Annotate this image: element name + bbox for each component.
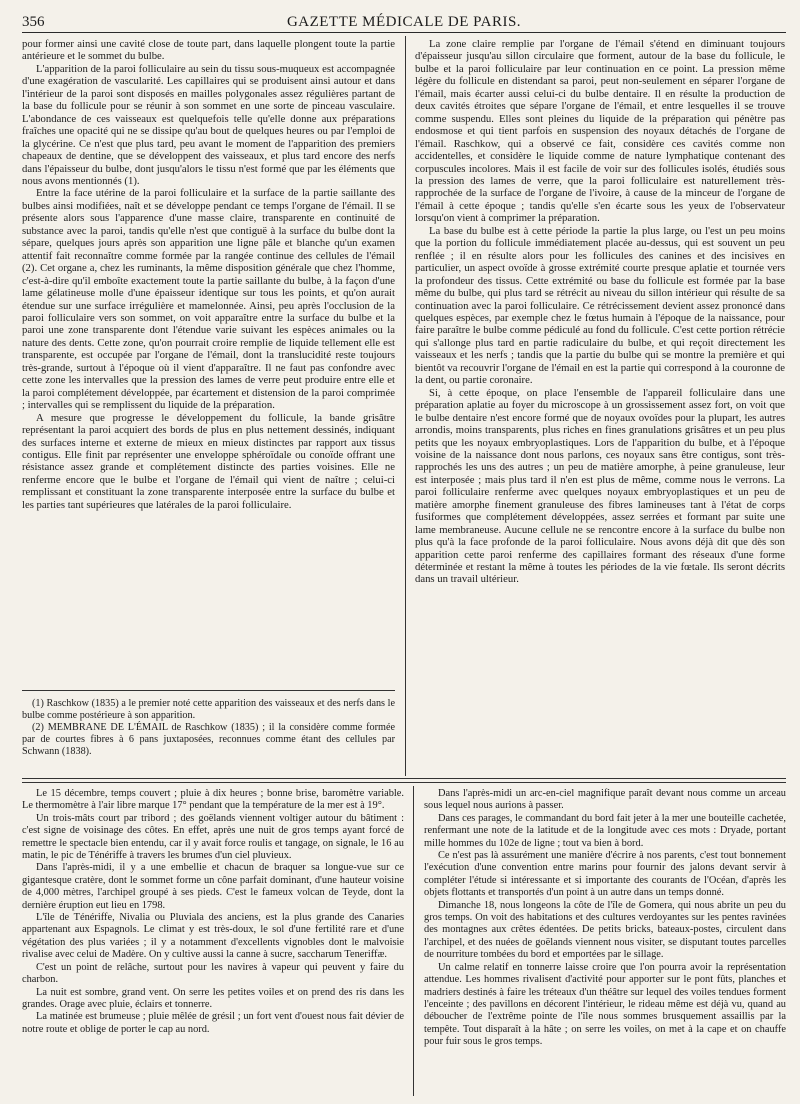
feuilleton-column-left	[22, 788, 404, 1098]
paragraph: C'est un point de relâche, surtout pour les navires à vapeur qui peuvent y faire du charbon.	[22, 961, 404, 986]
paragraph: Ce n'est pas là assurément une manière d'écrire à nos parents, c'est tout bonnement l'exécution d'une convention entre marins pour fournir des jalons devant servir à compléter l'étude si intéressante et si importante des courants de l'Océan, d'après les objets flottants et transportés d'un point à un autre dans un temps donné.	[424, 850, 786, 899]
paragraph: La zone claire remplie par l'organe de l'émail s'étend en diminuant toujours d'épaisseur jusqu'au sillon circulaire que forment, autour de la base du follicule, le bulbe et la paroi folliculaire par leur continuation en ce point. La pression même légère du follicule en distendant sa paroi, peut non-seulement en séparer l'organe de l'émail, mais écarter aussi celui-ci du bulbe dentaire. Il en résulte la production de deux cavités étroites que sépare l'organe de l'émail, et entre lesquelles il se trouve comme suspendu. Elles sont pleines du liquide de la préparation qui pénètre pas endosmose et qui tient parfois en suspension des noyaux détachés de l'organe de l'émail. Raschkow, qui a observé ce fait, considère ces cavités comme non accidentelles, et considère le liquide comme de nature lymphatique contenant des corpuscules incolores. Mais il est facile de voir sur des follicules isolés, étudiés sous la pression des lames de verre, que la paroi folliculaire est naturellement très-rapprochée de la surface de l'organe de l'ivoire, à cause de la minceur de l'organe de l'émail à cette époque ; tandis qu'elle s'en écarte sous les yeux de l'observateur lorsqu'on vient à comprimer la préparation.	[415, 38, 785, 225]
paragraph: L'apparition de la paroi folliculaire au sein du tissu sous-muqueux est accompagnée d'une exagération de vascularité. Les capillaires qui se produisent ainsi autour et dans l'intérieur de la paroi sont disposés en mailles polygonales assez régulières partant de la base du follicule pour se réunir à son sommet en une sorte de pinceau vasculaire. L'abondance de ces vaisseaux est quelquefois telle qu'elle donne aux préparations fraîches une opacité qui ne se dissipe qu'au bout de quelques heures ou par l'emploi de la glycérine. Ce n'est que plus tard, peu avant le moment de l'apparition des premiers chapeaux de dentine, que se développent des vaisseaux, et plus tard encore des nerfs dans l'épaisseur du bulbe, dont jusqu'alors le tissu n'est formé que par les éléments que nous avons mentionnés (1).	[22, 62, 395, 187]
article-column-right	[415, 38, 785, 772]
paragraph: Un trois-mâts court par tribord ; des goëlands viennent voltiger autour du bâtiment : c'est signe de voisinage des côtes. En effet, après une nuit de gros temps ayant forcé de remettre le spectacle bien entendu, car il y avait force roulis et tangage, on signale, le 16 au matin, le pic de Ténériffe à travers les brumes d'un ciel pluvieux.	[22, 812, 404, 862]
footnote: (1) Raschkow (1835) a le premier noté cette apparition des vaisseaux et des nerfs dans le bulbe comme postérieure à son apparition.	[22, 698, 395, 721]
paragraph: Le 15 décembre, temps couvert ; pluie à dix heures ; bonne brise, baromètre variable. Le thermomètre à l'air libre marque 17° pendant que la température de la mer est à 19°.	[22, 788, 404, 812]
paragraph: Dimanche 18, nous longeons la côte de l'île de Gomera, qui nous abrite un peu du gros temps. On voit des habitations et des cultures verdoyantes sur les pentes ravinées des montagnes aux crêtes édentées. De petits bricks, bateaux-postes, circulent dans l'archipel, et des nuées de goëlands viennent nous visiter, se disputant toutes parcelles de nourriture tombées du bord et emportées par le sillage.	[424, 899, 786, 961]
paragraph: Si, à cette époque, on place l'ensemble de l'appareil folliculaire dans une préparation aplatie au foyer du microscope à un grossissement assez fort, on voit que le bulbe dentaire n'est encore formé que de noyaux ovoïdes pour la plupart, les autres arrondis, moins transparents, plus riches en fines granulations grisâtres et un peu plus petits que les noyaux embryoplastiques. Lors de l'apparition du bulbe, et à l'époque voisine de la naissance dont nous parlons, ces noyaux sans être contigus, sont très-rapprochés les uns des autres ; un peu de matière amorphe, à peine granuleuse, leur est interposée ; mais plus tard il n'en est plus de même, comme nous le verrons. La paroi folliculaire renferme avec quelques noyaux embryoplastiques et un peu de matière amorphe finement granuleuse des fibres lamineuses tant à l'état de corps fusiformes que complétement développées, assez serrées et formant par suite une lame membraneuse. Aucune cellule ne se rencontre encore à la surface du bulbe non plus qu'à la face profonde de la paroi folliculaire. Nous avons déjà dit que dès son apparition cette paroi renferme des capillaires formant des réseaux d'une forme déterminée et restant la même à toutes les périodes de la vie fœtale. Ils seront décrits dans un travail ultérieur.	[415, 386, 785, 586]
column-divider-bottom	[413, 786, 414, 1096]
paragraph: La nuit est sombre, grand vent. On serre les petites voiles et on prend des ris dans les grandes. Orage avec pluie, éclairs et tonnerre.	[22, 986, 404, 1010]
paragraph: Un calme relatif en tonnerre laisse croire que l'on pourra avoir la représentation attendue. Les hommes rivalisent d'activité pour apporter sur le pont fûts, planches et madriers destinés à faire les tréteaux d'un théâtre sur lequel des voiles tendues forment l'enceinte ; des pavillons en décorent l'intérieur, le rideau même est déjà vu, quand au déboucher de l'extrême pointe de l'île nous sommes brusquement assaillis par la tempête. Tout disparaît à la hâte ; on serre les voiles, on met à la cape et on chauffe pour fuir sous le gros temps.	[424, 961, 786, 1048]
paragraph: Dans ces parages, le commandant du bord fait jeter à la mer une bouteille cachetée, renfermant une note de la latitude et de la longitude avec ces mots : Dryade, portant mille hommes du 102e de ligne ; tout va bien à bord.	[424, 812, 786, 849]
footnote: (2) MEMBRANE DE L'ÉMAIL de Raschkow (1835) ; il la considère comme formée par de courtes fibres à 6 pans juxtaposées, reconnues comme étant des cellules par Schwann (1838).	[22, 721, 395, 757]
page-number: 356	[22, 14, 45, 30]
journal-title: GAZETTE MÉDICALE DE PARIS.	[286, 14, 522, 30]
paragraph: Dans l'après-midi un arc-en-ciel magnifique paraît devant nous comme un arceau sous lequel nous aurions à passer.	[424, 788, 786, 812]
paragraph: La matinée est brumeuse ; pluie mêlée de grésil ; un fort vent d'ouest nous fait dévier de notre route et oblige de porter le cap au nord.	[22, 1011, 404, 1035]
footnote-divider	[22, 690, 395, 691]
paragraph: La base du bulbe est à cette période la partie la plus large, ou l'est un peu moins que la portion du follicule immédiatement placée au-dessus, qui est souvent un peu renflée ; il en résulte alors pour les follicules des canines et des incisives en particulier, un aspect ovoïde à grosse extrémité courte presque aplatie et tournée vers la profondeur des tissus. Cette extrémité ou base du follicule est formée par la base même du bulbe, qui plus tard se rétrécit au niveau du sillon intérieur qui résulte de sa continuation avec la paroi folliculaire. Ce rétrécissement devient assez prononcé dans quelques espèces, par exemple chez le fœtus humain à l'époque de la naissance, pour faire paraître le bulbe comme pédiculé au fond du follicule. C'est cette portion rétrécie qui s'allonge plus tard en partie radiculaire du bulbe, et qui reçoit directement les vaisseaux et les nerfs ; tandis que la partie du bulbe qui se montre la première et qui bientôt va recouvrir l'organe de l'émail en est la partie qui correspond à la couronne de la dent, ou partie coronaire.	[415, 224, 785, 387]
paragraph: Entre la face utérine de la paroi folliculaire et la surface de la partie saillante des bulbes ainsi modifiées, naît et se développe pendant ce temps l'organe de l'émail. Il se présente alors sous l'apparence d'une masse claire, transparente en continuité de substance avec la paroi, tandis qu'elle n'est que contiguë à la surface du bulbe dont la sépare, quelques jours après son apparition une ligne pâle et blanche qu'un examen attentif fait reconnaître comme formée par la rangée continue des cellules de l'émail (2). Cet organe a, chez les ruminants, la même disposition générale que chez l'homme, c'est-à-dire qu'il emboîte exactement toute la partie saillante du bulbe, à la façon d'une lame gélatineuse molle d'une épaisseur identique sur tous les points, et qu'on aurait étendue sur une surface irrégulière et mamelonnée. Ainsi, peu après l'occlusion de la paroi folliculaire vers son sommet, on voit apparaître entre la surface du bulbe et la paroi une zone transparente dont l'étendue varie suivant les espèces animales ou la nature des dents. Cette zone, qu'on pourrait croire remplie de liquide tellement elle est transparente, est occupée par l'organe de l'émail, dont la translucidité reste toujours très-grande, surtout à l'époque où il vient d'apparaître. Il ne faut pas confondre avec cette zone les intervalles que la pression des lames de verre peut produire entre elle et la paroi complétement développée, par écartement et distension de la paroi comprimée ; intervalles qui se remplissent du liquide de la préparation.	[22, 187, 395, 412]
page-header	[22, 12, 786, 33]
column-divider-top	[405, 36, 406, 776]
section-divider	[22, 778, 786, 783]
paragraph: pour former ainsi une cavité close de toute part, dans laquelle plongent toute la partie antérieure et le sommet du bulbe.	[22, 38, 395, 63]
paragraph: L'île de Ténériffe, Nivalia ou Pluviala des anciens, est la plus grande des Canaries appartenant aux Espagnols. Le climat y est très-doux, le sol d'une fertilité rare et d'une végétation des plus variées ; il y a notamment d'excellents vignobles dont le malvoisie rivalise avec celui de Madère. On y cultive aussi la canne à sucre, saccharum Teneriffæ.	[22, 912, 404, 961]
feuilleton-column-right	[424, 788, 786, 1098]
paragraph: A mesure que progresse le développement du follicule, la bande grisâtre représentant la paroi acquiert des bords de plus en plus nettement dessinés, indiquant des surfaces interne et externe de mieux en mieux distinctes par rapport aux tissus contigus. Elle finit par représenter une enveloppe sphéroïdale ou conoïde offrant une résistance assez grande et complétement distincte des parties voisines. Elle ne renferme encore que le bulbe et l'organe de l'émail qui vient de naître ; celui-ci remplissant et constituant la zone transparente interposée entre la surface du bulbe et les parties tant supérieures que latérales de la paroi folliculaire.	[22, 411, 395, 511]
paragraph: Dans l'après-midi, il y a une embellie et chacun de braquer sa longue-vue sur ce gigantesque cratère, dont le sommet forme un cône parfait dominant, d'une hauteur voisine de 4,000 mètres, l'archipel groupé à ses pieds. C'est le fameux volcan de Teyde, dont la dernière éruption eut lieu en 1798.	[22, 862, 404, 911]
footnotes	[22, 698, 395, 774]
article-column-left	[22, 38, 395, 668]
